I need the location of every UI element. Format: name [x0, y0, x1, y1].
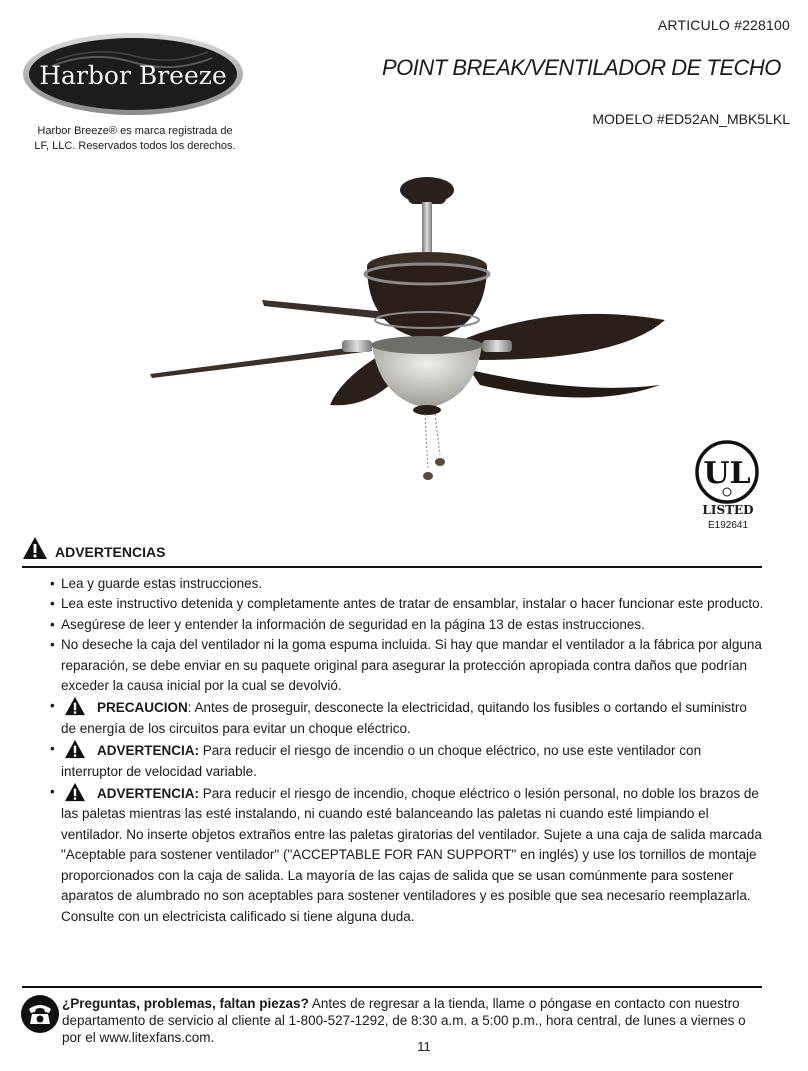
brand-trademark-note: Harbor Breeze® es marca registrada de LF, LLC. Reservados todos los derechos. [34, 125, 236, 152]
warnings-heading [22, 536, 762, 568]
ul-file-number: E192641 [707, 520, 749, 531]
precaution-label: PRECAUCION [97, 700, 188, 716]
list-item-text: Para reducir el riesgo de incendio o un choque eléctrico, no use este ventilador con interruptor de velocidad variable. [61, 743, 702, 779]
list-item-text: : Antes de proseguir, desconecte la electricidad, quitando los fusibles o cortando el suministro de energía de los circuitos para evitar un choque eléctrico. [61, 700, 747, 736]
page-number: 11 [417, 1039, 431, 1054]
svg-text:UL: UL [703, 456, 751, 491]
warnings-heading-label: ADVERTENCIAS [55, 544, 166, 560]
list-item: • PRECAUCION: Antes de proseguir, desconecte la electricidad, quitando los fusibles o cortando el suministro de energía de los circuitos para evitar un choque eléctrico. [50, 698, 747, 736]
list-item-text: Lea y guarde estas instrucciones. [61, 576, 263, 591]
warning-triangle-icon [22, 536, 48, 560]
telephone-icon [20, 994, 60, 1034]
footer-divider [22, 986, 762, 988]
harbor-breeze-logo [22, 32, 244, 116]
warning-triangle-icon [63, 782, 87, 802]
ul-listed-mark [695, 440, 759, 504]
warning-label: ADVERTENCIA: [97, 743, 200, 759]
ul-listed-label: LISTED [702, 503, 754, 517]
warning-triangle-icon [63, 739, 87, 759]
list-item-text: No deseche la caja del ventilador ni la goma espuma incluida. Si hay que mandar el ventilador a la fábrica por alguna reparación, se debe enviar en su paquete original para asegurar la protección apropiada contra daños que podrían exceder la causa inicial por la cual se devolvió. [61, 637, 762, 694]
list-item: • ADVERTENCIA: Para reducir el riesgo de incendio o un choque eléctrico, no use este ventilador con interruptor de velocidad variable. [50, 741, 702, 779]
support-text: Antes de regresar a la tienda, llame o póngase en contacto con nuestro departamento de servicio al cliente al 1-800-527-1292, de 8:30 a.m. a 5:00 p.m., hora central, de lunes a viernes o por el www.litexfans.com. [62, 996, 746, 1045]
article-number: ARTICULO #228100 [657, 17, 790, 33]
list-item-text: Para reducir el riesgo de incendio, choque eléctrico o lesión personal, no doble los brazos de las paletas mientras las esté instalando, ni cuando esté balanceando las paletas ni cuando esté limpiando el ventilador. No inserte objetos extraños entre las paletas giratorias del ventilador. Sujete a una caja de salida marcada "Aceptable para sostener ventilador" ("ACCEPTABLE FOR FAN SUPPORT" en inglés) y use los tornillos de montaje proporcionados con la caja de salida. La mayoría de las cajas de salida que se usan comúnmente para sostener aparatos de alumbrado no son aceptables para sostener ventiladores y es posible que sea necesario reemplazarla. Consulte con un electricista calificado si tiene alguna duda. [61, 786, 762, 924]
list-item: • Lea y guarde estas instrucciones. [50, 576, 263, 591]
warnings-list [50, 574, 765, 927]
list-item: • Asegúrese de leer y entender la información de seguridad en la página 13 de estas instrucciones. [50, 616, 645, 632]
logo-text: Harbor Breeze [39, 61, 227, 90]
list-item-text: Asegúrese de leer y entender la información de seguridad en la página 13 de estas instrucciones. [61, 616, 645, 632]
page-title: POINT BREAK/VENTILADOR DE TECHO [382, 55, 781, 80]
support-question: ¿Preguntas, problemas, faltan piezas? [62, 996, 309, 1011]
list-item-text: Lea este instructivo detenida y completamente antes de tratar de ensamblar, instalar o hacer funcionar este producto. [61, 596, 764, 612]
list-item: • No deseche la caja del ventilador ni la goma espuma incluida. Si hay que mandar el ventilador a la fábrica por alguna reparación, se debe enviar en su paquete original para asegurar la protección apropiada contra daños que podrían exceder la causa inicial por la cual se devolvió. [50, 637, 762, 694]
warning-triangle-icon [63, 696, 87, 716]
warning-label: ADVERTENCIA: [97, 786, 200, 802]
list-item: • ADVERTENCIA: Para reducir el riesgo de incendio, choque eléctrico o lesión personal, no doble los brazos de las paletas mientras las esté instalando, ni cuando esté balanceando las paletas ni cuando esté limpiando el ventilador. No inserte objetos extraños entre las paletas giratorias del ventilador. Sujete a una caja de salida marcada "Aceptable para sostener ventilador" ("ACCEPTABLE FOR FAN SUPPORT" en inglés) y use los tornillos de montaje proporcionados con la caja de salida. La mayoría de las cajas de salida que se usan comúnmente para sostener aparatos de alumbrado no son aceptables para sostener ventiladores y es posible que sea necesario reemplazarla. Consulte con un electricista calificado si tiene alguna duda. [50, 784, 762, 924]
model-number: MODELO #ED52AN_MBK5LKL [592, 111, 790, 127]
ceiling-fan-image [150, 170, 670, 490]
list-item: • Lea este instructivo detenida y completamente antes de tratar de ensamblar, instalar o hacer funcionar este producto. [50, 596, 764, 612]
